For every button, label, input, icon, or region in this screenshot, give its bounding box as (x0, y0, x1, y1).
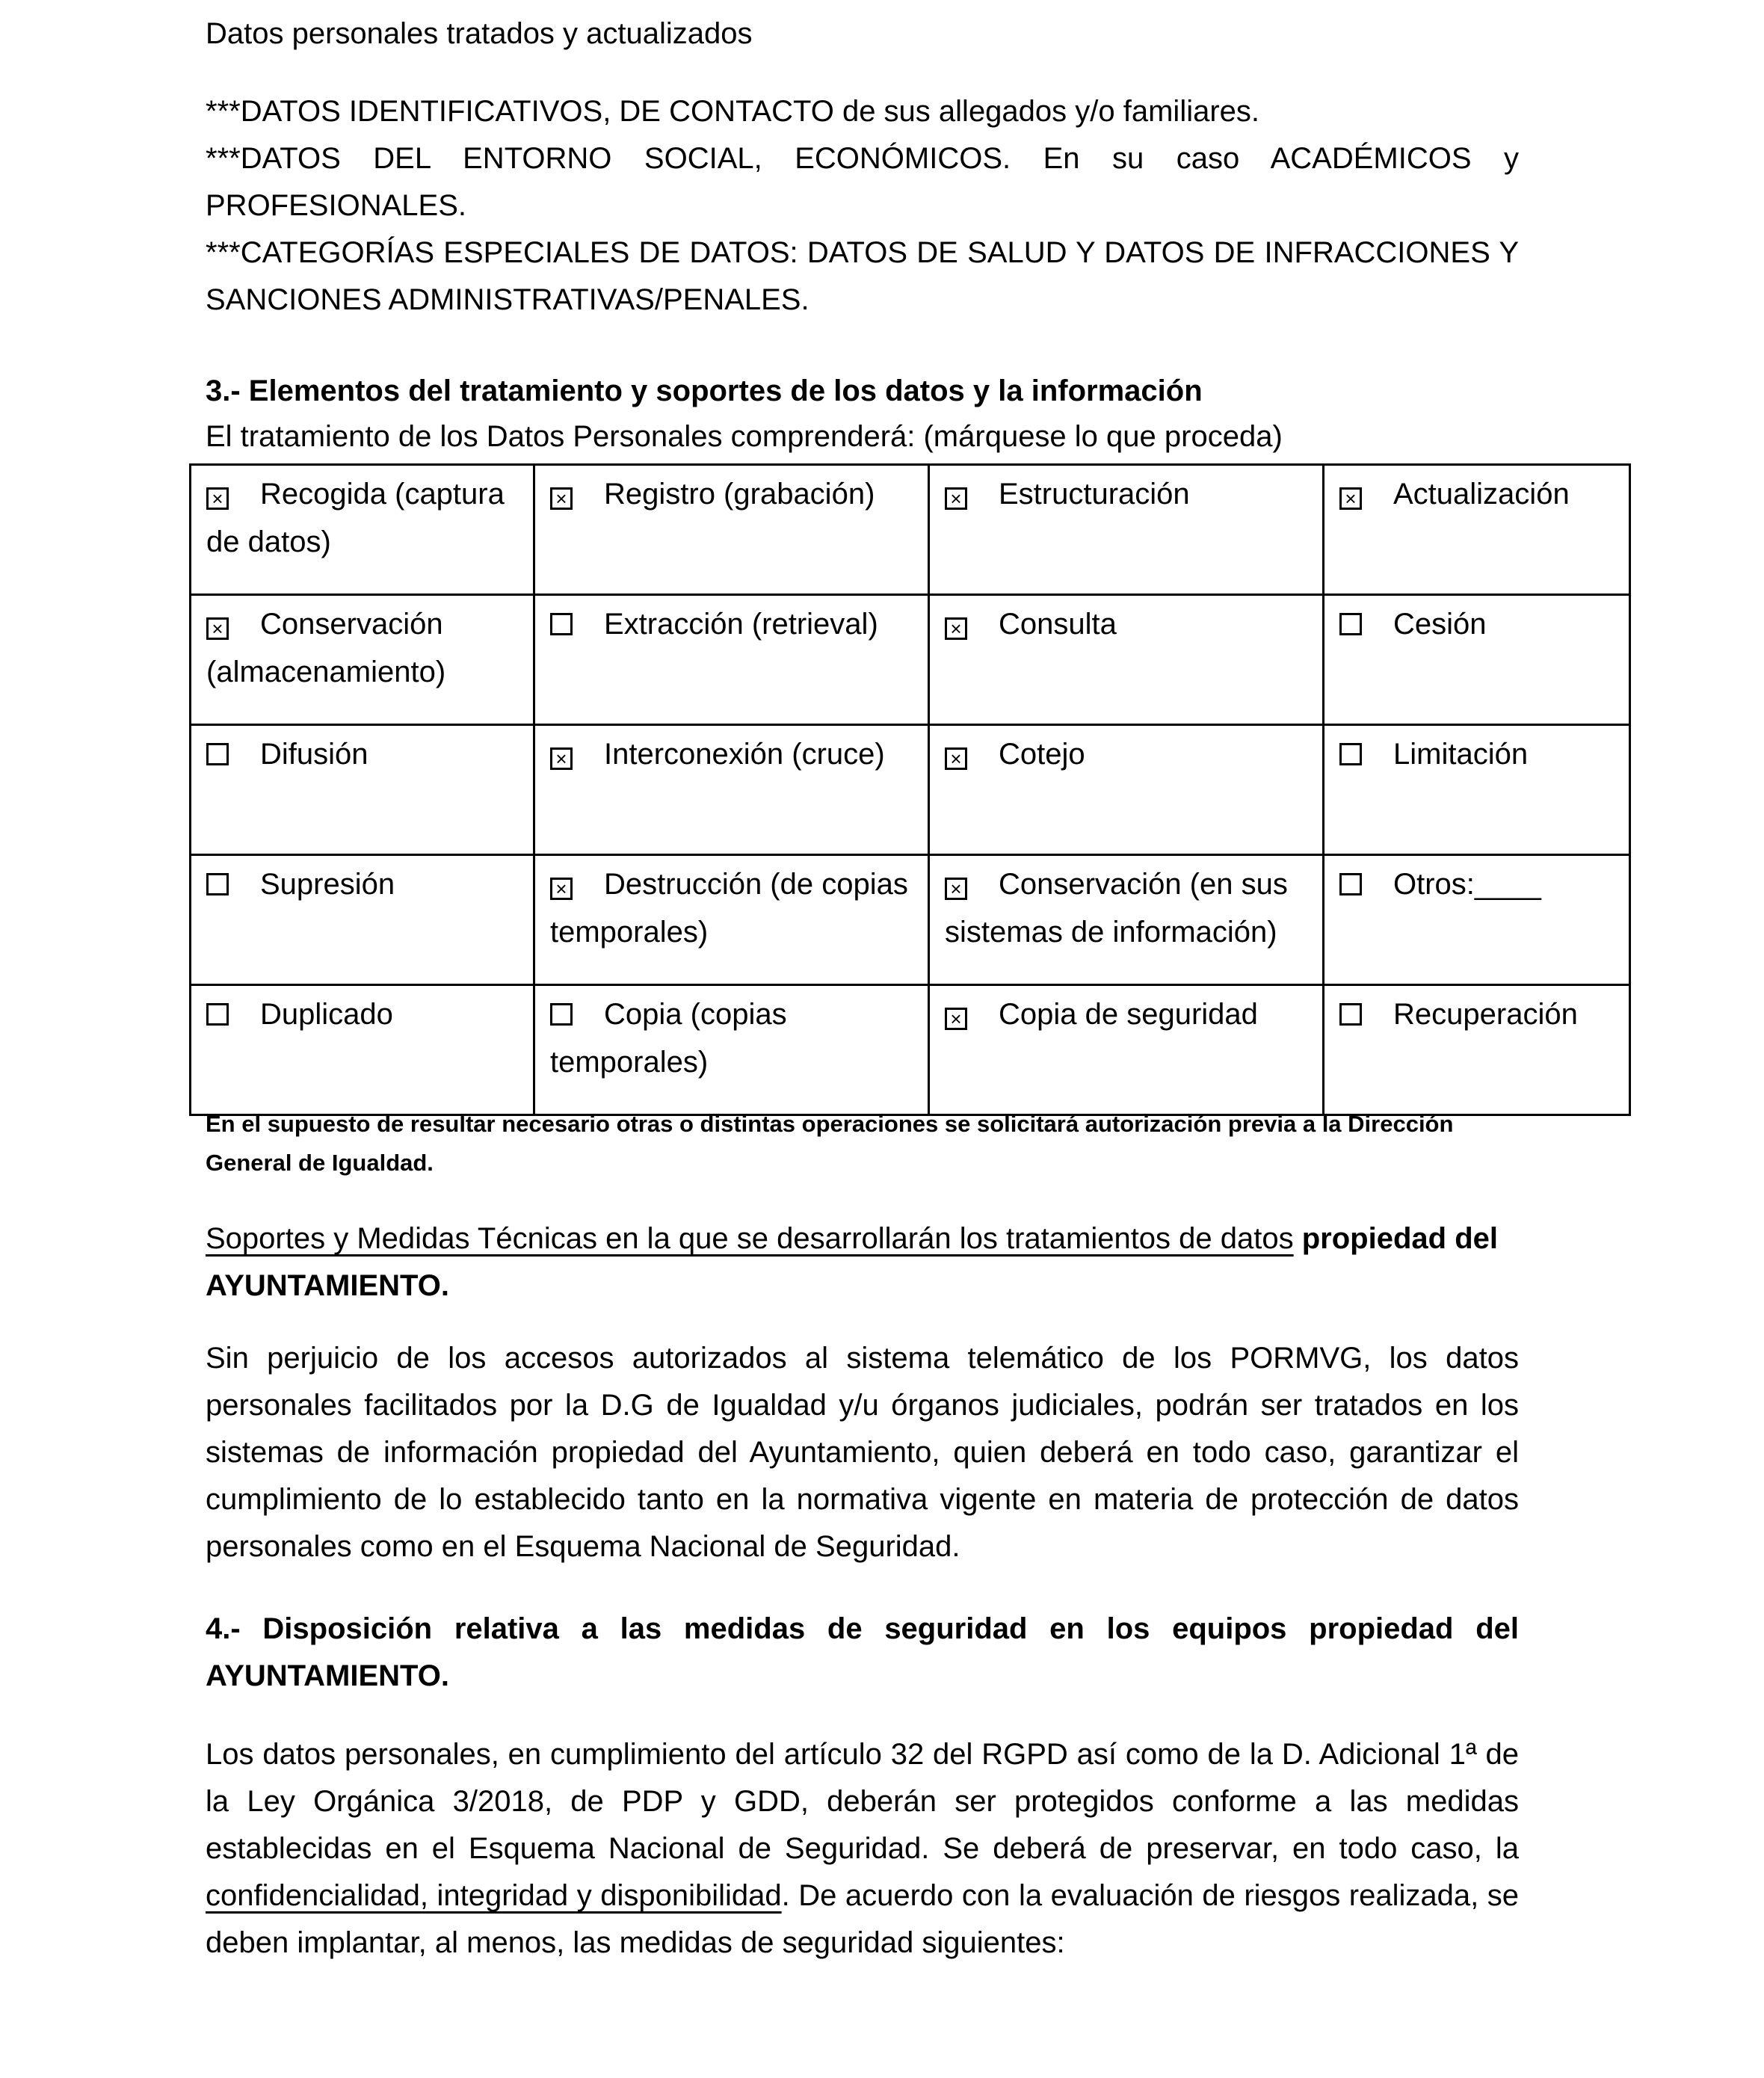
operation-cell (1324, 465, 1630, 595)
operation-label: Copia de seguridad (999, 998, 1258, 1031)
operations-row (191, 985, 1630, 1115)
operation-cell (1324, 855, 1630, 985)
operations-row (191, 855, 1630, 985)
operation-label: Actualización (1393, 478, 1570, 511)
unchecked-box-icon[interactable] (206, 743, 229, 765)
cia-underlined: confidencialidad, integridad y disponibilidad (206, 1879, 782, 1912)
operation-cell (1324, 725, 1630, 855)
operations-table (189, 463, 1631, 1116)
operation-cell (929, 595, 1324, 725)
operation-cell (929, 465, 1324, 595)
unchecked-box-icon[interactable] (1339, 743, 1362, 765)
operation-cell (191, 725, 534, 855)
checked-box-icon[interactable]: × (550, 747, 573, 770)
operation-label: Recogida (captura de datos) (206, 478, 505, 558)
unchecked-box-icon[interactable] (1339, 613, 1362, 635)
operation-label: Copia (copias temporales) (550, 998, 787, 1079)
section3-subheading: El tratamiento de los Datos Personales comprenderá: (márquese lo que proceda) (206, 420, 1283, 453)
category-social-economic: ***DATOS DEL ENTORNO SOCIAL, ECONÓMICOS. En su caso ACADÉMICOS y PROFESIONALES. (206, 142, 1519, 222)
operation-label: Estructuración (999, 478, 1190, 511)
operation-cell (191, 595, 534, 725)
operation-label: Recuperación (1393, 998, 1578, 1031)
operations-row (191, 465, 1630, 595)
operation-cell (929, 985, 1324, 1115)
operation-cell (929, 725, 1324, 855)
supports-statement (206, 1215, 1519, 1310)
operation-cell (191, 465, 534, 595)
operation-cell (534, 595, 929, 725)
operation-cell (191, 855, 534, 985)
data-processed-label: Datos personales tratados y actualizados (206, 17, 753, 50)
operation-label: Otros:____ (1393, 868, 1541, 901)
operation-label: Extracción (retrieval) (604, 608, 878, 641)
operation-label: Cesión (1393, 608, 1487, 641)
checked-box-icon[interactable]: × (945, 1008, 967, 1030)
unchecked-box-icon[interactable] (1339, 873, 1362, 895)
operation-label: Registro (grabación) (604, 478, 875, 511)
operation-cell (1324, 985, 1630, 1115)
checked-box-icon[interactable]: × (945, 617, 967, 640)
operations-row (191, 595, 1630, 725)
section4-paragraph (206, 1731, 1519, 1967)
checked-box-icon[interactable]: × (945, 747, 967, 770)
checked-box-icon[interactable]: × (206, 487, 229, 510)
operation-cell (534, 725, 929, 855)
checked-box-icon[interactable]: × (550, 487, 573, 510)
unchecked-box-icon[interactable] (550, 613, 573, 635)
category-identification: ***DATOS IDENTIFICATIVOS, DE CONTACTO de sus allegados y/o familiares. (206, 95, 1260, 128)
authorization-note: En el supuesto de resultar necesario otras o distintas operaciones se solicitará autorización previa a la Dirección General de Igualdad. (206, 1111, 1454, 1176)
operation-label: Conservación (almacenamiento) (206, 608, 446, 688)
checked-box-icon[interactable]: × (206, 617, 229, 640)
operations-row (191, 725, 1630, 855)
operation-cell (1324, 595, 1630, 725)
unchecked-box-icon[interactable] (206, 873, 229, 895)
unchecked-box-icon[interactable] (206, 1003, 229, 1026)
operation-cell (929, 855, 1324, 985)
section4-heading: 4.- Disposición relativa a las medidas de seguridad en los equipos propiedad del AYUNTAMIENTO. (206, 1612, 1519, 1692)
checked-box-icon[interactable]: × (1339, 487, 1362, 510)
checked-box-icon[interactable]: × (550, 878, 573, 900)
operation-label: Destrucción (de copias temporales) (550, 868, 908, 949)
operation-label: Limitación (1393, 738, 1529, 771)
checked-box-icon[interactable]: × (945, 487, 967, 510)
unchecked-box-icon[interactable] (550, 1003, 573, 1026)
operation-cell (534, 985, 929, 1115)
unchecked-box-icon[interactable] (1339, 1003, 1362, 1026)
operation-label: Cotejo (999, 738, 1085, 771)
operation-label: Interconexión (cruce) (604, 738, 885, 771)
supports-underlined: Soportes y Medidas Técnicas en la que se desarrollarán los tratamientos de datos (206, 1222, 1294, 1255)
operation-label: Supresión (260, 868, 395, 901)
checked-box-icon[interactable]: × (945, 878, 967, 900)
section3-heading: 3.- Elementos del tratamiento y soportes de los datos y la información (206, 374, 1203, 407)
supports-paragraph: Sin perjuicio de los accesos autorizados al sistema telemático de los PORMVG, los datos personales facilitados por la D.G de Igualdad y/u órganos judiciales, podrán ser tratados en los sistemas de información propiedad del Ayuntamiento, quien deberá en todo caso, garantizar el cumplimiento de lo establecido tanto en la normativa vigente en materia de protección de datos personales como en el Esquema Nacional de Seguridad. (206, 1342, 1519, 1563)
operation-label: Duplicado (260, 998, 393, 1031)
category-special: ***CATEGORÍAS ESPECIALES DE DATOS: DATOS DE SALUD Y DATOS DE INFRACCIONES Y SANCIONES ADMINISTRATIVAS/PENALES. (206, 236, 1519, 316)
operation-label: Difusión (260, 738, 368, 771)
supports-bold: propiedad del AYUNTAMIENTO. (206, 1222, 1498, 1302)
operation-label: Conservación (en sus sistemas de información) (945, 868, 1288, 949)
operation-cell (191, 985, 534, 1115)
section4-text-1: Los datos personales, en cumplimiento del artículo 32 del RGPD así como de la D. Adicional 1ª de la Ley Orgánica 3/2018, de PDP y GDD, deberán ser protegidos conforme a las medidas establecidas en el Esquema Nacional de Seguridad. Se deberá de preservar, en todo caso, la (206, 1738, 1519, 1865)
section4-text-2: . De acuerdo con la evaluación de riesgos realizada, se deben implantar, al menos, las medidas de seguridad siguientes: (206, 1879, 1519, 1959)
operation-label: Consulta (999, 608, 1117, 641)
operation-cell (534, 465, 929, 595)
operation-cell (534, 855, 929, 985)
